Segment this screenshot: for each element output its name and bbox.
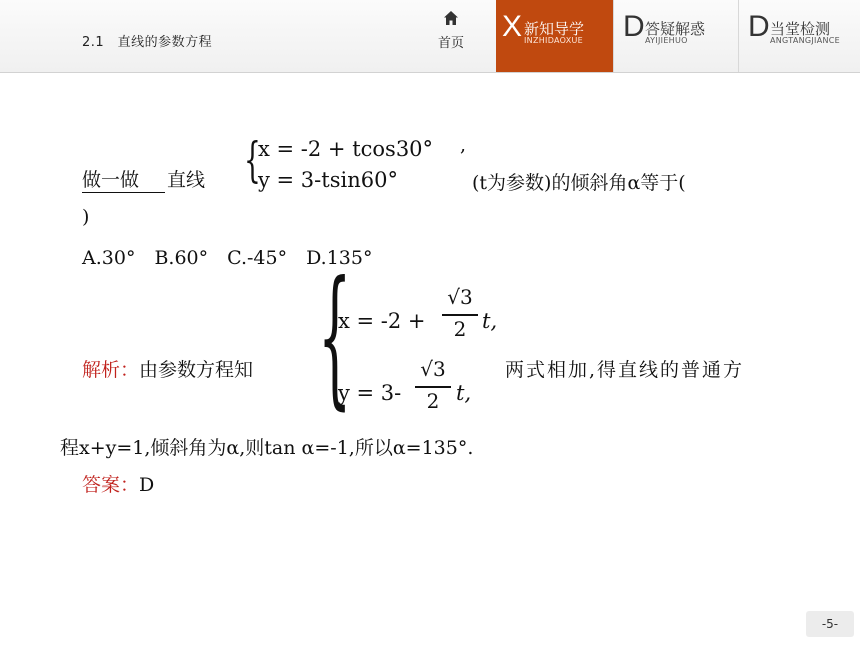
home-label: 首页 bbox=[437, 36, 464, 51]
analysis-eq2-right: t, bbox=[456, 381, 472, 405]
tab-letter: D bbox=[748, 10, 770, 43]
fraction-bar bbox=[415, 386, 451, 388]
tab-pinyin: AYIJIEHUO bbox=[645, 36, 688, 45]
exercise-question: (t为参数)的倾斜角α等于( bbox=[472, 172, 686, 194]
tab-pinyin: INZHIDAOXUE bbox=[524, 36, 584, 45]
analysis-eq1-left: x = -2 + bbox=[338, 309, 426, 333]
answer-value: D bbox=[139, 474, 155, 496]
analysis-eq1-frac-num: √3 bbox=[447, 285, 473, 309]
exercise-eq2: y = 3-tsin60° bbox=[258, 168, 398, 192]
analysis-tag: 解析： bbox=[82, 359, 140, 381]
exercise-eq1: x = -2 + tcos30° bbox=[258, 137, 434, 161]
tab-qa[interactable] bbox=[617, 0, 737, 72]
page-number: -5- bbox=[806, 611, 854, 637]
tab-letter: X bbox=[502, 10, 523, 43]
analysis-eq2-left: y = 3- bbox=[338, 381, 402, 405]
tab-label: 答疑解惑 bbox=[645, 20, 706, 38]
tab-new-knowledge[interactable] bbox=[496, 0, 613, 72]
tab-divider bbox=[613, 0, 614, 72]
exercise-tag: 做一做 bbox=[82, 165, 165, 193]
analysis-eq2-frac-num: √3 bbox=[420, 357, 446, 381]
analysis-eq1-frac-den: 2 bbox=[453, 317, 467, 341]
analysis-left-brace: { bbox=[318, 250, 352, 424]
exercise-lead: 直线 bbox=[167, 169, 206, 191]
tab-letter: D bbox=[623, 10, 645, 43]
section-title: 2.1 直线的参数方程 bbox=[82, 35, 213, 50]
analysis-lead: 由参数方程知 bbox=[139, 359, 254, 381]
header-bar bbox=[0, 0, 860, 73]
tab-in-class-test[interactable] bbox=[742, 0, 860, 72]
fraction-bar bbox=[442, 314, 478, 316]
analysis-tail: 两式相加,得直线的普通方 bbox=[505, 359, 745, 381]
exercise-comma: , bbox=[460, 134, 467, 156]
exercise-options: A.30° B.60° C.-45° D.135° bbox=[82, 247, 373, 269]
home-icon bbox=[443, 10, 459, 26]
exercise-close-paren: ) bbox=[82, 206, 90, 228]
tab-pinyin: ANGTANGJIANCE bbox=[770, 36, 841, 45]
left-brace: { bbox=[244, 132, 261, 188]
answer-line bbox=[82, 470, 154, 497]
analysis-eq2-frac-den: 2 bbox=[426, 389, 440, 413]
tab-divider bbox=[738, 0, 739, 72]
analysis-eq1-right: t, bbox=[482, 309, 498, 333]
exercise-intro bbox=[82, 165, 205, 193]
home-button[interactable] bbox=[428, 8, 474, 64]
analysis-intro bbox=[82, 355, 253, 382]
answer-tag: 答案： bbox=[82, 474, 140, 496]
analysis-line2: 程x+y=1,倾斜角为α,则tan α=-1,所以α=135°. bbox=[60, 437, 474, 459]
tab-label: 当堂检测 bbox=[770, 20, 831, 38]
tab-label: 新知导学 bbox=[524, 20, 585, 38]
